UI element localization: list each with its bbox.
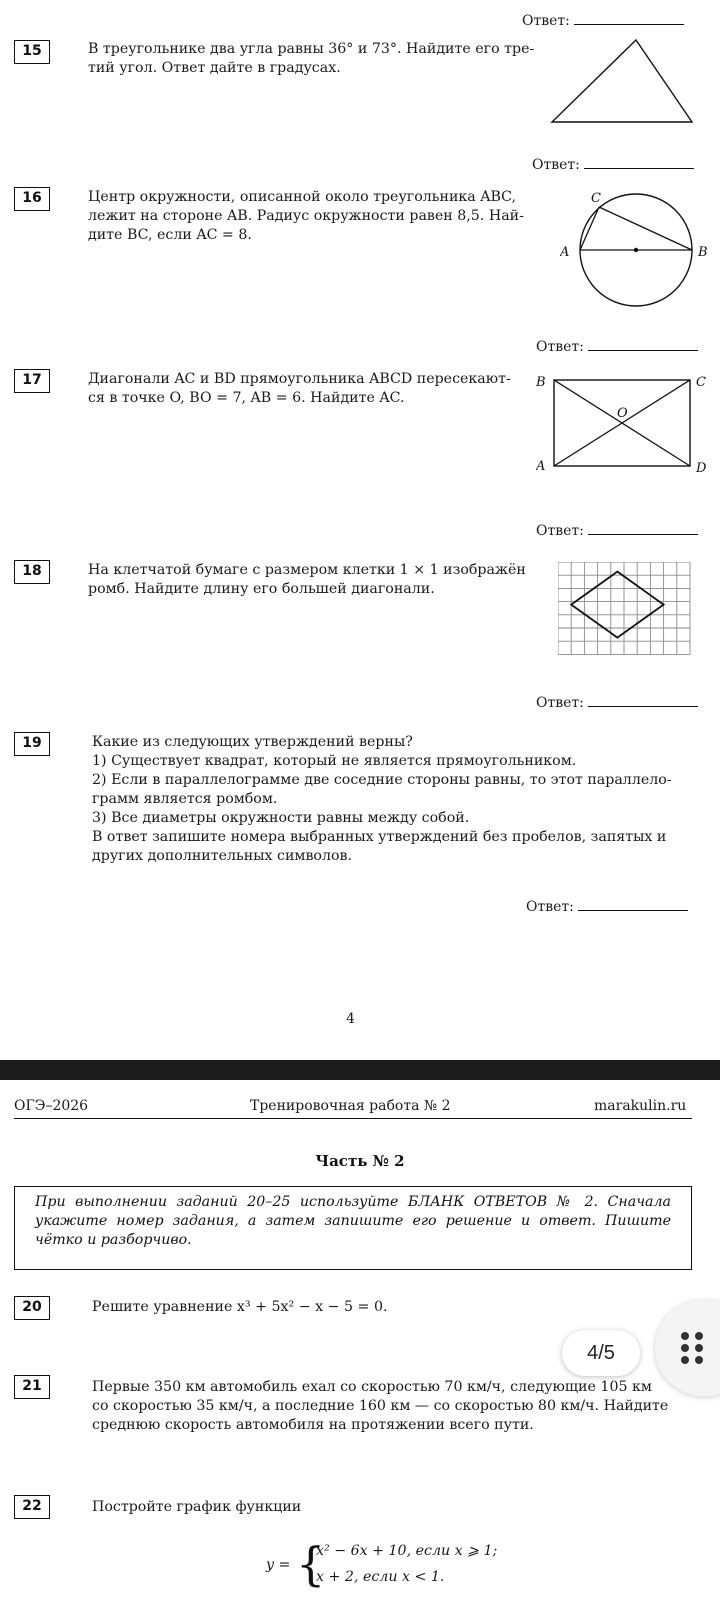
answer-line bbox=[532, 156, 694, 173]
rhombus-grid-figure bbox=[558, 562, 700, 670]
task-text bbox=[88, 370, 511, 408]
task-number: 15 bbox=[14, 40, 50, 64]
task-number: 20 bbox=[14, 1296, 50, 1320]
point-label: C bbox=[591, 191, 601, 206]
task-line: 1) Существует квадрат, который не является прямоугольником. bbox=[92, 753, 577, 769]
task-line: Какие из следующих утверждений верны? bbox=[92, 734, 413, 750]
answer-line bbox=[522, 12, 684, 29]
task-text bbox=[88, 561, 526, 599]
triangle-figure bbox=[548, 36, 698, 128]
answer-line bbox=[536, 338, 698, 355]
point-label: O bbox=[617, 406, 628, 421]
task-number: 17 bbox=[14, 369, 50, 393]
answer-line bbox=[526, 898, 688, 915]
point-label: B bbox=[698, 245, 708, 260]
task-line: тий угол. Ответ дайте в градусах. bbox=[88, 60, 341, 76]
point-label: D bbox=[696, 461, 707, 476]
header-exam: ОГЭ–2026 bbox=[14, 1098, 89, 1114]
answer-label: Ответ: bbox=[526, 899, 574, 915]
formula-lhs: y = bbox=[266, 1557, 291, 1573]
point-label: A bbox=[560, 245, 570, 260]
formula-case: x + 2, если x < 1. bbox=[316, 1569, 445, 1585]
task-line: Первые 350 км автомобиль ехал со скоростью 70 км/ч, следующие 105 км bbox=[92, 1379, 652, 1395]
rectangle-figure bbox=[536, 372, 716, 478]
task-line: 2) Если в параллелограмме две соседние стороны равны, то этот параллело- bbox=[92, 772, 672, 788]
task-text: Постройте график функции bbox=[92, 1499, 302, 1515]
task-line: ромб. Найдите длину его большей диагонали. bbox=[88, 581, 435, 597]
task-line: грамм является ромбом. bbox=[92, 791, 278, 807]
point-label: B bbox=[536, 375, 546, 390]
task-text bbox=[88, 40, 534, 78]
task-line: На клетчатой бумаге с размером клетки 1 × 1 изображён bbox=[88, 562, 526, 578]
brace: { bbox=[296, 1537, 326, 1591]
task-line: среднюю скорость автомобиля на протяжении всего пути. bbox=[92, 1417, 534, 1433]
answer-label: Ответ: bbox=[536, 695, 584, 711]
header-site-link[interactable]: marakulin.ru bbox=[594, 1098, 687, 1114]
task-text: Решите уравнение x³ + 5x² − x − 5 = 0. bbox=[92, 1299, 388, 1315]
task-line: со скоростью 35 км/ч, а последние 160 км — со скоростью 80 км/ч. Найдите bbox=[92, 1398, 669, 1414]
task-number: 21 bbox=[14, 1375, 50, 1399]
page-indicator[interactable]: 4/5 bbox=[562, 1330, 640, 1376]
task-line: лежит на стороне AB. Радиус окружности равен 8,5. Най- bbox=[88, 208, 524, 224]
point-label: C bbox=[696, 375, 706, 390]
circle-figure bbox=[560, 188, 710, 318]
task-text bbox=[92, 733, 692, 866]
task-line: Диагонали AC и BD прямоугольника ABCD пересекают- bbox=[88, 371, 511, 387]
answer-line bbox=[536, 694, 698, 711]
task-text bbox=[92, 1378, 692, 1435]
task-number: 16 bbox=[14, 187, 50, 211]
task-line: В ответ запишите номера выбранных утверждений без пробелов, запятых и bbox=[92, 829, 667, 845]
answer-label: Ответ: bbox=[536, 339, 584, 355]
point-label: A bbox=[536, 459, 546, 474]
page-number: 4 bbox=[346, 1011, 356, 1027]
formula-case: x² − 6x + 10, если x ⩾ 1; bbox=[316, 1543, 498, 1559]
page-separator bbox=[0, 1060, 720, 1080]
task-number: 22 bbox=[14, 1495, 50, 1519]
answer-label: Ответ: bbox=[536, 523, 584, 539]
answer-label: Ответ: bbox=[532, 157, 580, 173]
task-line: ся в точке O, BO = 7, AB = 6. Найдите AC. bbox=[88, 390, 405, 406]
part-title: Часть № 2 bbox=[315, 1152, 405, 1170]
task-text bbox=[88, 188, 524, 245]
task-line: 3) Все диаметры окружности равны между собой. bbox=[92, 810, 470, 826]
task-line: других дополнительных символов. bbox=[92, 848, 353, 864]
header-rule bbox=[14, 1118, 692, 1119]
task-number: 18 bbox=[14, 560, 50, 584]
task-number: 19 bbox=[14, 732, 50, 756]
task-line: дите BC, если AC = 8. bbox=[88, 227, 252, 243]
instructions-box: При выполнении заданий 20–25 используйте БЛАНК ОТВЕТОВ № 2. Сначала укажите номер задания, а затем запишите его решение и ответ. Пишите чётко и разборчиво. bbox=[14, 1186, 692, 1270]
header-title: Тренировочная работа № 2 bbox=[250, 1098, 451, 1114]
answer-line bbox=[536, 522, 698, 539]
task-line: В треугольнике два угла равны 36° и 73°. Найдите его тре- bbox=[88, 41, 535, 57]
answer-label: Ответ: bbox=[522, 13, 570, 29]
task-line: Центр окружности, описанной около треугольника ABC, bbox=[88, 189, 517, 205]
